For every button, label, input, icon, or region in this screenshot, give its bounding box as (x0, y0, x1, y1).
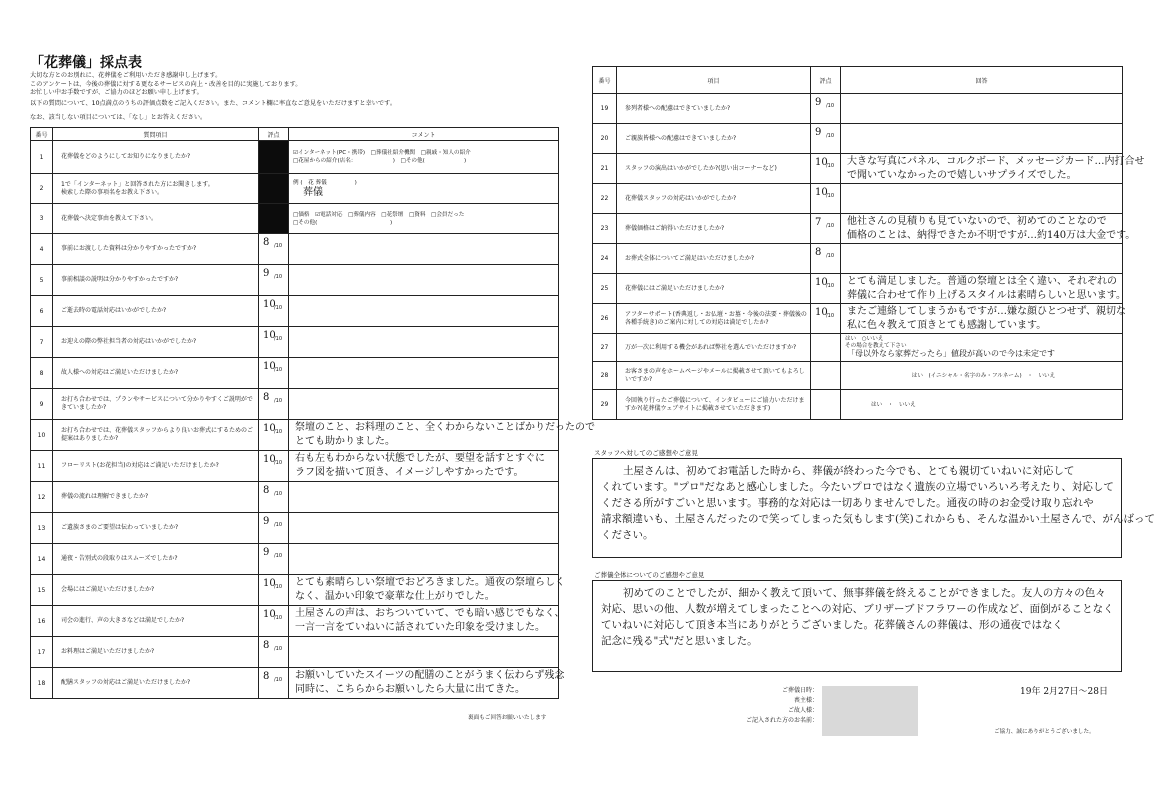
score-value: 10 (815, 277, 828, 288)
score-value: 8 (263, 671, 270, 682)
question-text (53, 174, 259, 204)
comment-cell (289, 451, 559, 482)
row-number: 1 (31, 141, 53, 174)
score-value: 8 (263, 640, 270, 651)
question-text: 葬儀価格はご納得いただけましたか? (617, 214, 811, 244)
score-denominator: /10 (826, 313, 835, 319)
answer-cell (841, 184, 1123, 214)
comment-line: 同時に、こちらからお願いしたら大量に出てきた。 (295, 684, 525, 695)
answer-line: で聞いていなかったので嬉しいサプライズでした。 (847, 169, 1077, 181)
question-text: 葬儀の流れは理解できましたか? (53, 482, 259, 513)
table-row (593, 274, 1123, 304)
row-number: 14 (31, 544, 53, 575)
table-row (31, 575, 559, 606)
score-cell (259, 265, 289, 296)
score-cell (259, 234, 289, 265)
score-value: 10 (263, 454, 276, 465)
score-cell (811, 274, 841, 304)
right-survey-table (592, 66, 1145, 420)
question-text: 花葬儀にはご満足いただけましたか? (617, 274, 811, 304)
left-survey-table (30, 127, 595, 699)
score-value: 10 (263, 609, 276, 620)
intro-line: なお、該当しない項目については、「なし」とお答えください。 (30, 114, 207, 121)
row-number: 27 (593, 334, 617, 362)
option-line: ☑インターネット(PC・携帯) □葬儀社紹介機関 □親戚・知人の紹介 (293, 150, 471, 156)
comment-line: くれています。"プロ"だなあと感心しました。今たいプロではなく遺族の立場でいろいろ考えたり、対応して (601, 481, 1114, 493)
header-no: 番号 (593, 67, 617, 94)
score-value: 8 (263, 392, 270, 403)
score-cell (259, 451, 289, 482)
score-denominator: /10 (274, 367, 283, 373)
table-row (31, 668, 559, 699)
score-cell (259, 420, 289, 451)
question-text: 参列者様への配慮はできていましたか? (617, 94, 811, 124)
score-cell (259, 668, 289, 699)
score-cell-blacked (259, 174, 289, 204)
score-cell (259, 637, 289, 668)
score-cell (811, 94, 841, 124)
table-row (31, 544, 559, 575)
score-denominator: /10 (274, 305, 283, 311)
row-number: 15 (31, 575, 53, 606)
table-row (31, 358, 559, 389)
score-value: 7 (815, 217, 822, 228)
comment-cell (289, 296, 559, 327)
score-denominator: /10 (274, 491, 283, 497)
comment-line: なく、温かい印象で豪華な仕上がりでした。 (295, 591, 495, 602)
row-number: 18 (31, 668, 53, 699)
overall-section-title: ご葬儀全体についてのご感想やご意見 (594, 571, 705, 579)
comment-cell (289, 544, 559, 575)
comment-cell (289, 358, 559, 389)
question-text: 事前にお渡しした資料は分かりやすかったですか? (53, 234, 259, 265)
score-cell (811, 362, 841, 390)
score-denominator: /10 (826, 103, 835, 109)
row-number: 26 (593, 304, 617, 334)
comment-cell (289, 668, 565, 699)
score-cell (811, 334, 841, 362)
row-number: 17 (31, 637, 53, 668)
table-row (31, 234, 559, 265)
table-row (31, 141, 559, 174)
score-value: 10 (815, 187, 828, 198)
score-denominator: /10 (274, 522, 283, 528)
score-cell-blacked (259, 204, 289, 234)
thanks-note: ご協力、誠にありがとうございました。 (994, 729, 1095, 735)
score-denominator: /10 (826, 193, 835, 199)
comment-line: 初めてのことでしたが、細かく教えて頂いて、無事葬儀を終えることができました。友人の方々の色々 (623, 587, 1106, 599)
score-denominator: /10 (826, 133, 835, 139)
question-text: 花葬儀をどのようにしてお知りになりましたか? (53, 141, 259, 174)
question-text: お迎えの際の弊社担当者の対応はいかがでしたか? (53, 327, 259, 358)
row-number: 3 (31, 204, 53, 234)
score-value: 8 (815, 247, 822, 258)
option-line: □価格 ☑電話対応 □葬儀内容 □花祭壇 □資料 □会員だった (293, 211, 465, 218)
score-cell (811, 390, 841, 420)
score-value: 10 (815, 307, 828, 318)
interview-options: はい ・ いいえ (841, 390, 1123, 420)
score-denominator: /10 (274, 584, 283, 590)
row-number: 12 (31, 482, 53, 513)
table-row (593, 214, 1123, 244)
yes-no-options: はい ○いいえ (845, 336, 884, 342)
answer-cell (841, 244, 1123, 274)
question-text: ご遺族さまのご要望は伝わっていましたか? (53, 513, 259, 544)
comment-line: くださる所がすごいと思います。事務的な対応は一切ありませんでした。通夜の時のお金受け取り忘れや (601, 497, 1094, 509)
table-row (31, 420, 559, 451)
handwritten-answer: 「母以外なら家葬だったら」値段が高いので今は未定です (847, 349, 1055, 358)
comment-line: ください。 (601, 529, 654, 541)
score-value: 10 (263, 361, 276, 372)
comment-line: 一言一言をていねいに話されていた印象を受けました。 (295, 622, 545, 633)
question-text: ご逝去時の電話対応はいかがでしたか? (53, 296, 259, 327)
row-number: 8 (31, 358, 53, 389)
score-denominator: /10 (274, 646, 283, 652)
comment-line: とても助かりました。 (295, 436, 395, 447)
question-text: 今回執り行ったご葬儀について、インタビューにご協力いただけますか?(花葬儀ウェブサイトに掲載させていただきます) (617, 390, 811, 420)
intro-text (30, 72, 550, 123)
staff-comment-box (592, 458, 1155, 558)
answer-cell (841, 214, 1136, 244)
table-row (31, 174, 559, 204)
question-text: 通夜・告別式の段取りはスムーズでしたか? (53, 544, 259, 575)
intro-line: 以下の質問について、10点満点のうちの評価点数をご記入ください。また、コメント欄に率直なご意見をいただけますと幸いです。 (30, 99, 397, 107)
score-cell (259, 296, 289, 327)
comment-cell (289, 420, 595, 451)
comment-cell (289, 606, 565, 637)
score-denominator: /10 (826, 283, 835, 289)
answer-cell (841, 334, 1123, 362)
answer-cell (841, 154, 1145, 184)
answer-cell (841, 94, 1123, 124)
score-cell (811, 214, 841, 244)
score-denominator: /10 (274, 615, 283, 621)
header-score: 評点 (259, 128, 289, 141)
table-row (31, 389, 559, 420)
row-number: 5 (31, 265, 53, 296)
table-row (31, 296, 559, 327)
score-denominator: /10 (274, 553, 283, 559)
comment-cell (289, 637, 559, 668)
date-label: ご葬儀日時： (781, 687, 818, 694)
table-row (593, 390, 1123, 420)
question-text: 事前相談の説明は分かりやすかったですか? (53, 265, 259, 296)
back-side-note: 裏面もご回答お願いいたします (468, 715, 547, 721)
comment-line: 記念に残る"式"だと思いました。 (601, 635, 758, 647)
options-cell (289, 141, 559, 174)
mourner-label: 喪主様： (793, 697, 818, 704)
score-value: 8 (263, 237, 270, 248)
comment-line: 祭壇のこと、お料理のこと、全くわからないことばかりだったので (295, 422, 595, 433)
question-line: 1で「インターネット」と回答された方にお聞きします。 (61, 180, 214, 188)
table-row (593, 154, 1123, 184)
question-text: 故人様への対応はご満足いただけましたか? (53, 358, 259, 389)
answer-line: とても満足しました。普通の祭壇とは全く違い、それぞれの (847, 275, 1117, 287)
row-number: 29 (593, 390, 617, 420)
row-number: 16 (31, 606, 53, 637)
answer-line: 他社さんの見積りも見ていないので、初めてのことなので (847, 215, 1107, 227)
header-item: 項目 (617, 67, 811, 94)
row-number: 6 (31, 296, 53, 327)
table-row (31, 204, 559, 234)
score-value: 9 (263, 268, 270, 279)
answer-line: 葬儀に合わせて作り上げるスタイルは素晴らしいと思います。 (847, 289, 1126, 301)
comment-cell (289, 234, 559, 265)
table-row (593, 94, 1123, 124)
question-text: お客さまの声をホームページやメールに掲載させて頂いてもよろしいですか? (617, 362, 811, 390)
redacted-info-block (822, 686, 918, 736)
comment-cell (289, 513, 559, 544)
answer-line: 価格のことは、納得できたか不明ですが…約140万は大金です。 (847, 229, 1136, 241)
score-value: 10 (263, 330, 276, 341)
score-denominator: /10 (274, 336, 283, 342)
writer-label: ご記入された方のお名前： (745, 717, 818, 724)
table-row (593, 124, 1123, 154)
comment-line: 対応、思いの他、人数が増えてしまったことへの対応、ブリザーブドフラワーの作成など、面倒がることなく (601, 603, 1114, 615)
score-cell (259, 482, 289, 513)
header-item: 質問項目 (53, 128, 259, 141)
row-number: 24 (593, 244, 617, 274)
score-cell (811, 244, 841, 274)
score-denominator: /10 (274, 677, 283, 683)
funeral-info-labels (700, 686, 818, 726)
score-value: 8 (263, 485, 270, 496)
answer-cell (841, 274, 1126, 304)
comment-line: 請求額違いも、土屋さんだったので笑ってしまった気もします(笑)これからも、そんな温かい土屋さんで、がんばって (601, 513, 1155, 525)
comment-line: ラフ図を描いて頂き、イメージしやすかったです。 (295, 467, 524, 478)
score-cell (259, 606, 289, 637)
reason-label: その場合を教えて下さい (845, 343, 907, 349)
row-number: 21 (593, 154, 617, 184)
table-row (593, 304, 1123, 334)
funeral-date-value: 19年 2月27日～28日 (1020, 687, 1108, 697)
score-denominator: /10 (274, 398, 283, 404)
score-cell (259, 389, 289, 420)
table-row (593, 184, 1123, 214)
answer-line: 大きな写真にパネル、コルクボード、メッセージカード…内打合せ (847, 155, 1145, 167)
row-number: 10 (31, 420, 53, 451)
page-title: 「花葬儀」採点表 (30, 55, 142, 71)
row-number: 28 (593, 362, 617, 390)
question-text: スタッフの演出はいかがでしたか?(思い出コーナーなど) (617, 154, 811, 184)
score-denominator: /10 (826, 253, 835, 259)
answer-line: 私に色々教えて頂きとても感謝しています。 (847, 319, 1047, 331)
row-number: 20 (593, 124, 617, 154)
row-number: 25 (593, 274, 617, 304)
question-text: お葬式全体についてご満足はいただけましたか? (617, 244, 811, 274)
header-answer: 回答 (841, 67, 1123, 94)
table-row (31, 327, 559, 358)
question-text: アフターサポート(香典返し・お仏壇・お墓・今後の法要・葬儀後の各種手続き)のご案内に対しての対応は満足でしたか? (617, 304, 811, 334)
score-value: 9 (815, 127, 822, 138)
overall-comment-box (592, 580, 1122, 672)
score-cell (811, 304, 841, 334)
question-line: 検索した際の事項名をお教え下さい。 (61, 188, 164, 196)
score-value: 10 (263, 423, 276, 434)
comment-line: 土屋さんの声は、おちついていて、でも暗い感じでもなく、 (295, 608, 565, 619)
intro-line: お忙しい中お手数ですが、ご協力のほどお願い申し上げます。 (30, 89, 203, 96)
score-denominator: /10 (826, 163, 835, 169)
table-row (593, 334, 1123, 362)
score-denominator: /10 (274, 460, 283, 466)
score-denominator: /10 (274, 274, 283, 280)
question-text: 万が一次に利用する機会があれば弊社を選んでいただけますか? (617, 334, 811, 362)
question-text: 司会の進行、声の大きさなどは満足でしたか? (53, 606, 259, 637)
score-denominator: /10 (274, 429, 283, 435)
header-no: 番号 (31, 128, 53, 141)
option-line: □その他( ) (293, 219, 393, 226)
score-cell (259, 575, 289, 606)
score-denominator: /10 (826, 223, 835, 229)
score-cell (259, 327, 289, 358)
score-value: 9 (263, 516, 270, 527)
handwritten-answer: 葬儀 (303, 186, 323, 198)
comment-cell (289, 327, 559, 358)
score-value: 9 (263, 547, 270, 558)
score-value: 10 (263, 299, 276, 310)
table-row (31, 513, 559, 544)
row-number: 7 (31, 327, 53, 358)
score-value: 10 (815, 157, 828, 168)
table-row (593, 244, 1123, 274)
score-cell (259, 513, 289, 544)
answer-cell (289, 174, 559, 204)
comment-line: お願いしていたスイーツの配膳のことがうまく伝わらず残念 (295, 670, 565, 681)
score-cell-blacked (259, 141, 289, 174)
row-number: 9 (31, 389, 53, 420)
answer-line: またご連絡してしまうかもですが…嫌な顔ひとつせず、親切な (847, 305, 1126, 317)
question-text: 花葬儀スタッフの対応はいかがでしたか? (617, 184, 811, 214)
comment-line: とても素晴らしい祭壇でおどろきました。通夜の祭壇らしく (295, 577, 565, 588)
score-cell (259, 544, 289, 575)
row-number: 4 (31, 234, 53, 265)
intro-line: このアンケートは、今後の葬儀に対する更なるサービスの向上・改善を目的に実施しております。 (30, 80, 302, 88)
comment-line: ていねいに対応して頂き本当にありがとうございました。花葬儀さんの葬儀は、形の通夜ではなく (601, 619, 1063, 631)
staff-section-title: スタッフへ対してのご感想やご意見 (594, 449, 698, 457)
score-value: 9 (815, 97, 822, 108)
score-cell (811, 184, 841, 214)
question-text: 会場にはご満足いただけましたか? (53, 575, 259, 606)
answer-cell (841, 304, 1126, 334)
header-comment: コメント (289, 128, 559, 141)
row-number: 19 (593, 94, 617, 124)
question-text: 花葬儀へ決定事由を教えて下さい。 (53, 204, 259, 234)
publish-options: はい (イニシャル・名字のみ・フルネーム) ・ いいえ (841, 362, 1123, 390)
score-value: 10 (263, 578, 276, 589)
header-score: 評点 (811, 67, 841, 94)
question-text: お料理はご満足いただけましたか? (53, 637, 259, 668)
comment-line: 右も左もわからない状態でしたが、要望を話すとすぐに (295, 453, 545, 464)
question-text: ご親族皆様への配慮はできていましたか? (617, 124, 811, 154)
table-row (31, 451, 559, 482)
table-row (31, 265, 559, 296)
row-number: 11 (31, 451, 53, 482)
question-text: お打ち合わせでは、花葬儀スタッフからより良いお葬式にするためのご提案はありましたか? (53, 420, 259, 451)
deceased-label: ご故人様： (787, 707, 818, 714)
row-number: 13 (31, 513, 53, 544)
table-row (31, 482, 559, 513)
question-text: お打ち合わせでは、プランやサービスについて分かりやすくご説明ができていましたか? (53, 389, 259, 420)
score-cell (811, 124, 841, 154)
answer-cell (841, 124, 1123, 154)
comment-line: 土屋さんは、初めてお電話した時から、葬儀が終わった今でも、とても親切ていねいに対応して (623, 465, 1075, 477)
row-number: 22 (593, 184, 617, 214)
score-cell (259, 358, 289, 389)
options-cell (289, 204, 559, 234)
intro-line: 大切な方とのお別れに、花葬儀をご利用いただき感謝申し上げます。 (30, 72, 222, 79)
table-row (31, 637, 559, 668)
option-line: □花屋からの紹介(店名： ) □その他( ) (293, 158, 467, 164)
comment-cell (289, 265, 559, 296)
comment-cell (289, 575, 565, 606)
example-text: 例 ( 花 葬儀 ) (293, 179, 357, 186)
score-cell (811, 154, 841, 184)
table-row (593, 362, 1123, 390)
row-number: 23 (593, 214, 617, 244)
score-denominator: /10 (274, 243, 283, 249)
comment-cell (289, 389, 559, 420)
comment-cell (289, 482, 559, 513)
question-text: 配膳スタッフの対応はご満足いただけましたか? (53, 668, 259, 699)
table-row (31, 606, 559, 637)
question-text: フローリスト(お花担当)の対応はご満足いただけましたか? (53, 451, 259, 482)
row-number: 2 (31, 174, 53, 204)
